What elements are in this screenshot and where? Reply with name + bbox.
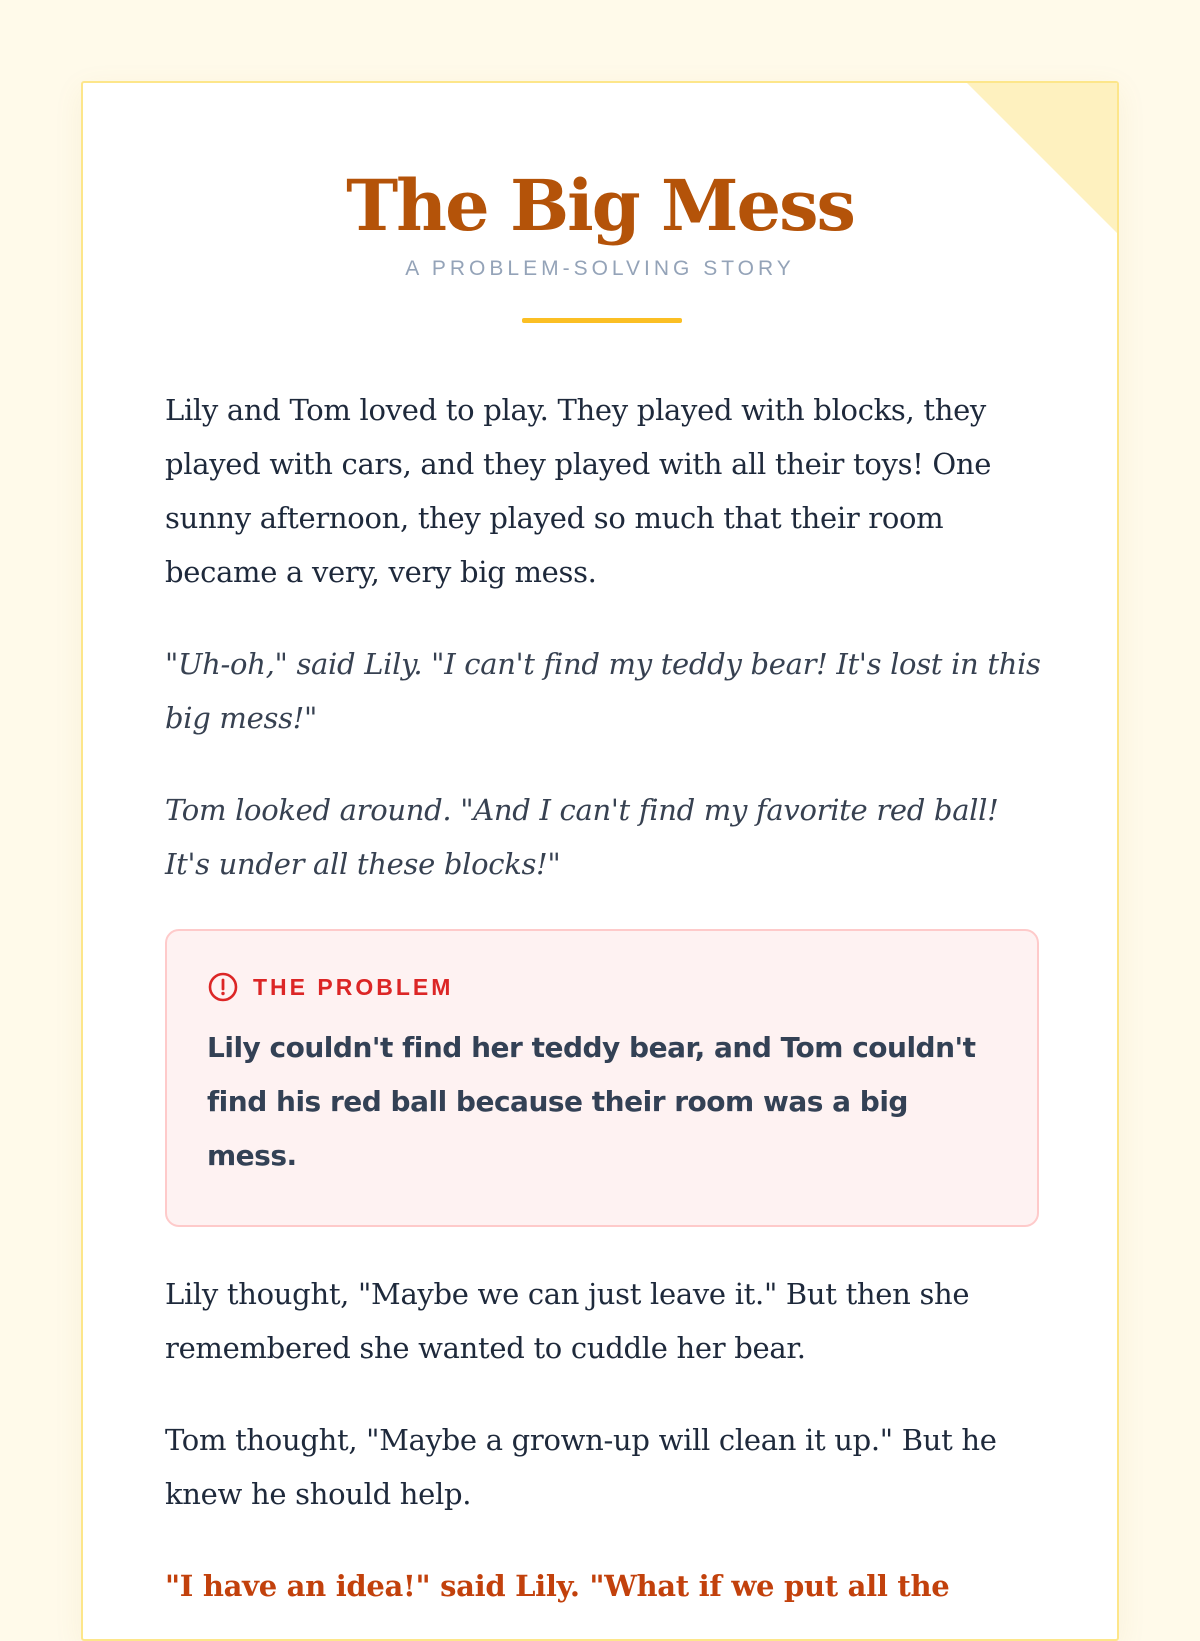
story-paragraph-dialogue: Tom looked around. "And I can't find my favorite red ball! It's under all these blocks!"	[165, 793, 999, 881]
story-body	[165, 383, 1045, 1641]
story-title: The Big Mess	[346, 164, 854, 247]
story-paragraph-dialogue: "Uh-oh," said Lily. "I can't find my teddy bear! It's lost in this big mess!"	[165, 647, 1041, 735]
story-paragraph: Lily thought, "Maybe we can just leave it." But then she remembered she wanted to cuddle her bear.	[165, 1277, 970, 1365]
story-paragraph: Tom thought, "Maybe a grown-up will clean it up." But he knew he should help.	[165, 1423, 997, 1511]
problem-header	[207, 967, 997, 1007]
alert-circle-icon	[207, 971, 239, 1003]
problem-text: Lily couldn't find her teddy bear, and Tom couldn't find his red ball because their room was a big mess.	[207, 1031, 976, 1172]
problem-callout	[165, 929, 1039, 1227]
story-subtitle: A PROBLEM-SOLVING STORY	[405, 257, 795, 280]
story-paragraph: Lily and Tom loved to play. They played with blocks, they played with cars, and they played with all their toys! One sunny afternoon, they played so much that their room became a very, very big mess.	[165, 393, 992, 589]
problem-label: THE PROBLEM	[253, 973, 454, 1000]
story-card	[81, 81, 1119, 1641]
story-paragraph-idea: "I have an idea!" said Lily. "What if we put all the	[165, 1569, 950, 1603]
title-divider	[522, 318, 682, 323]
